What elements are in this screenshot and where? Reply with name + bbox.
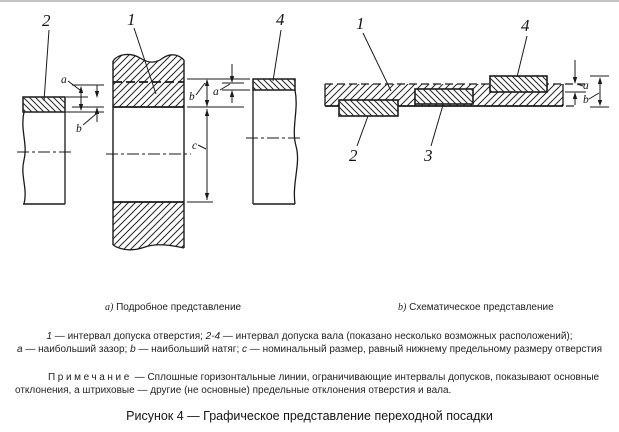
label-part-1-detailed: 1 — [127, 10, 136, 29]
legend-key-b: b — [130, 344, 136, 355]
shaft-4-section — [246, 79, 302, 204]
legend-key-1: 1 — [46, 331, 53, 342]
note-line-1: Примечание — Сплошные горизонтальные линии, ограничивающие интервалы допусков, показывают основные — [48, 372, 600, 383]
subcaption-b — [398, 302, 554, 314]
legend-key-a: а — [17, 344, 23, 355]
subcaption-b-prefix: b) — [398, 302, 407, 313]
hole-1-section — [106, 54, 191, 249]
label-dim-a-right: a — [213, 86, 219, 98]
subcaption-a-prefix: а) — [105, 302, 114, 313]
note-line-2: отклонения, а штриховые — другие (не основные) предельные отклонения отверстия и вала. — [15, 385, 452, 396]
shaft-2-section — [17, 97, 71, 204]
label-dim-a-schematic: a — [583, 80, 589, 92]
legend-line-2: а — наибольший зазор; b — наибольший натяг; с — номинальный размер, равный нижнему предельному размеру отверстия — [17, 344, 602, 355]
dimension-group-left — [61, 74, 104, 135]
schematic-representation — [325, 14, 609, 165]
legend-key-2-4: 2-4 — [205, 331, 221, 342]
note-label: Примечание — [48, 372, 132, 383]
label-dim-a-left: a — [61, 74, 67, 86]
label-dim-b-right: b — [189, 91, 195, 103]
label-part-3-schematic: 3 — [424, 146, 433, 165]
label-part-4-schematic: 4 — [521, 16, 530, 35]
label-part-4-detailed: 4 — [276, 10, 285, 29]
figure-4-diagram — [0, 2, 619, 292]
figure-caption: Рисунок 4 — Графическое представление переходной посадки — [126, 409, 493, 423]
subcaption-a — [105, 302, 241, 314]
subcaption-a-text: Подробное представление — [113, 302, 242, 313]
label-part-2-schematic: 2 — [349, 146, 358, 165]
label-dim-b-left: b — [76, 123, 82, 135]
dimension-group-right — [187, 64, 250, 202]
detailed-representation — [17, 10, 302, 250]
label-dim-c: c — [192, 140, 198, 152]
label-part-2-detailed: 2 — [42, 11, 51, 30]
subcaption-b-text: Схематическое представление — [406, 302, 554, 313]
legend-line-1: 1 — интервал допуска отверстия; 2-4 — интервал допуска вала (показано несколько возможных расположений); — [46, 331, 573, 342]
legend-key-c: с — [242, 344, 248, 355]
label-dim-b-schematic: b — [583, 94, 589, 106]
label-part-1-schematic: 1 — [356, 14, 365, 33]
